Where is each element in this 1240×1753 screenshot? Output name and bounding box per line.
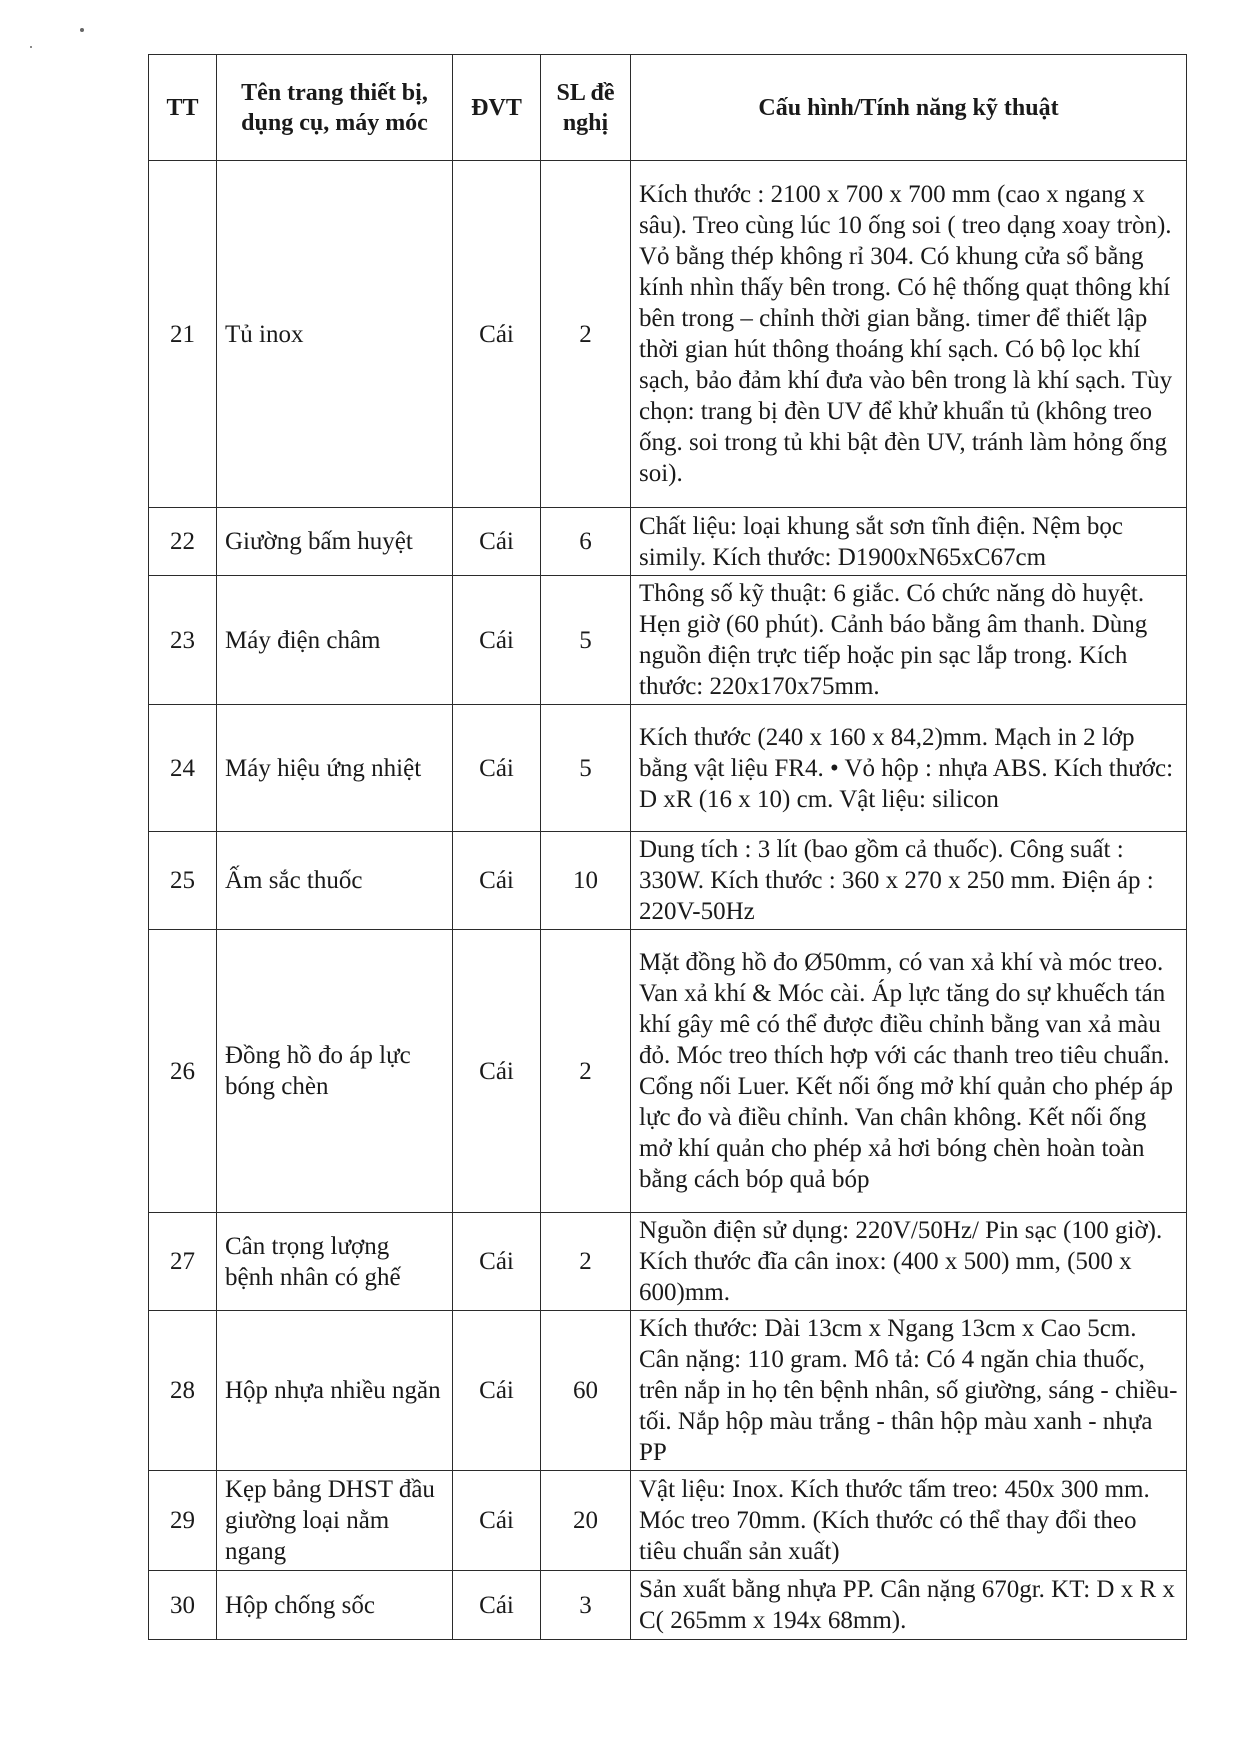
row-name: Kẹp bảng DHST đầu giường loại nằm ngang — [217, 1471, 453, 1571]
row-tt: 26 — [149, 930, 217, 1213]
row-unit: Cái — [453, 1311, 541, 1471]
table-row — [149, 1213, 1187, 1311]
row-qty: 2 — [541, 1213, 631, 1311]
row-spec: Dung tích : 3 lít (bao gồm cả thuốc). Công suất : 330W. Kích thước : 360 x 270 x 250 mm. Điện áp : 220V-50Hz — [631, 832, 1187, 930]
table-row — [149, 832, 1187, 930]
header-qty: SL đề nghị — [541, 55, 631, 161]
row-unit: Cái — [453, 1571, 541, 1640]
row-name: Ấm sắc thuốc — [217, 832, 453, 930]
header-tt: TT — [149, 55, 217, 161]
row-spec: Kích thước (240 x 160 x 84,2)mm. Mạch in 2 lớp bằng vật liệu FR4. • Vỏ hộp : nhựa ABS. Kích thước: D xR (16 x 10) cm. Vật liệu: silicon — [631, 705, 1187, 832]
row-spec: Sản xuất bằng nhựa PP. Cân nặng 670gr. KT: D x R x C( 265mm x 194x 68mm). — [631, 1571, 1187, 1640]
row-unit: Cái — [453, 705, 541, 832]
row-unit: Cái — [453, 161, 541, 508]
row-unit: Cái — [453, 930, 541, 1213]
table-row — [149, 705, 1187, 832]
row-name: Hộp nhựa nhiều ngăn — [217, 1311, 453, 1471]
row-qty: 6 — [541, 508, 631, 576]
row-tt: 29 — [149, 1471, 217, 1571]
row-name: Máy điện châm — [217, 576, 453, 705]
row-qty: 5 — [541, 576, 631, 705]
row-name: Giường bấm huyệt — [217, 508, 453, 576]
table-row — [149, 161, 1187, 508]
equipment-table — [148, 54, 1187, 1640]
row-tt: 21 — [149, 161, 217, 508]
row-tt: 23 — [149, 576, 217, 705]
table-row — [149, 1471, 1187, 1571]
row-qty: 60 — [541, 1311, 631, 1471]
scan-speck — [80, 28, 84, 32]
row-qty: 3 — [541, 1571, 631, 1640]
row-name: Cân trọng lượng bệnh nhân có ghế — [217, 1213, 453, 1311]
table-row — [149, 508, 1187, 576]
row-spec: Mặt đồng hồ đo Ø50mm, có van xả khí và móc treo. Van xả khí & Móc cài. Áp lực tăng do sự khuếch tán khí gây mê có thể được điều chỉnh bằng van xả màu đỏ. Móc treo thích hợp với các thanh treo tiêu chuẩn. Cổng nối Luer. Kết nối ống mở khí quản cho phép áp lực đo và điều chỉnh. Van chân không. Kết nối ống mở khí quản cho phép xả hơi bóng chèn hoàn toàn bằng cách bóp quả bóp — [631, 930, 1187, 1213]
table-header-row — [149, 55, 1187, 161]
row-tt: 27 — [149, 1213, 217, 1311]
scan-speck — [30, 46, 32, 48]
header-unit: ĐVT — [453, 55, 541, 161]
row-spec: Kích thước : 2100 x 700 x 700 mm (cao x ngang x sâu). Treo cùng lúc 10 ống soi ( treo dạng xoay tròn). Vỏ bằng thép không rỉ 304. Có khung cửa sổ bằng kính nhìn thấy bên trong. Có hệ thống quạt thông khí bên trong – chỉnh thời gian bằng. timer để thiết lập thời gian hút thông thoáng khí sạch. Có bộ lọc khí sạch, bảo đảm khí đưa vào bên trong là khí sạch. Tùy chọn: trang bị đèn UV để khử khuẩn tủ (không treo ống. soi trong tủ khi bật đèn UV, tránh làm hỏng ống soi). — [631, 161, 1187, 508]
row-tt: 24 — [149, 705, 217, 832]
header-spec: Cấu hình/Tính năng kỹ thuật — [631, 55, 1187, 161]
row-spec: Kích thước: Dài 13cm x Ngang 13cm x Cao 5cm. Cân nặng: 110 gram. Mô tả: Có 4 ngăn chia thuốc, trên nắp in họ tên bệnh nhân, số giường, sáng - chiều- tối. Nắp hộp màu trắng - thân hộp màu xanh - nhựa PP — [631, 1311, 1187, 1471]
row-unit: Cái — [453, 1213, 541, 1311]
row-qty: 2 — [541, 930, 631, 1213]
row-unit: Cái — [453, 576, 541, 705]
row-name: Tủ inox — [217, 161, 453, 508]
row-unit: Cái — [453, 832, 541, 930]
row-name: Đồng hồ đo áp lực bóng chèn — [217, 930, 453, 1213]
header-name: Tên trang thiết bị, dụng cụ, máy móc — [217, 55, 453, 161]
row-unit: Cái — [453, 508, 541, 576]
row-qty: 10 — [541, 832, 631, 930]
row-qty: 2 — [541, 161, 631, 508]
row-name: Máy hiệu ứng nhiệt — [217, 705, 453, 832]
table-row — [149, 930, 1187, 1213]
row-tt: 28 — [149, 1311, 217, 1471]
table-row — [149, 1571, 1187, 1640]
row-spec: Chất liệu: loại khung sắt sơn tĩnh điện. Nệm bọc simily. Kích thước: D1900xN65xC67cm — [631, 508, 1187, 576]
row-tt: 30 — [149, 1571, 217, 1640]
row-qty: 20 — [541, 1471, 631, 1571]
row-spec: Vật liệu: Inox. Kích thước tấm treo: 450x 300 mm. Móc treo 70mm. (Kích thước có thể thay đổi theo tiêu chuẩn sản xuất) — [631, 1471, 1187, 1571]
row-qty: 5 — [541, 705, 631, 832]
row-tt: 22 — [149, 508, 217, 576]
row-tt: 25 — [149, 832, 217, 930]
row-unit: Cái — [453, 1471, 541, 1571]
row-spec: Thông số kỹ thuật: 6 giắc. Có chức năng dò huyệt. Hẹn giờ (60 phút). Cảnh báo bằng âm thanh. Dùng nguồn điện trực tiếp hoặc pin sạc lắp trong. Kích thước: 220x170x75mm. — [631, 576, 1187, 705]
row-spec: Nguồn điện sử dụng: 220V/50Hz/ Pin sạc (100 giờ). Kích thước đĩa cân inox: (400 x 500) mm, (500 x 600)mm. — [631, 1213, 1187, 1311]
table-row — [149, 576, 1187, 705]
table-row — [149, 1311, 1187, 1471]
row-name: Hộp chống sốc — [217, 1571, 453, 1640]
